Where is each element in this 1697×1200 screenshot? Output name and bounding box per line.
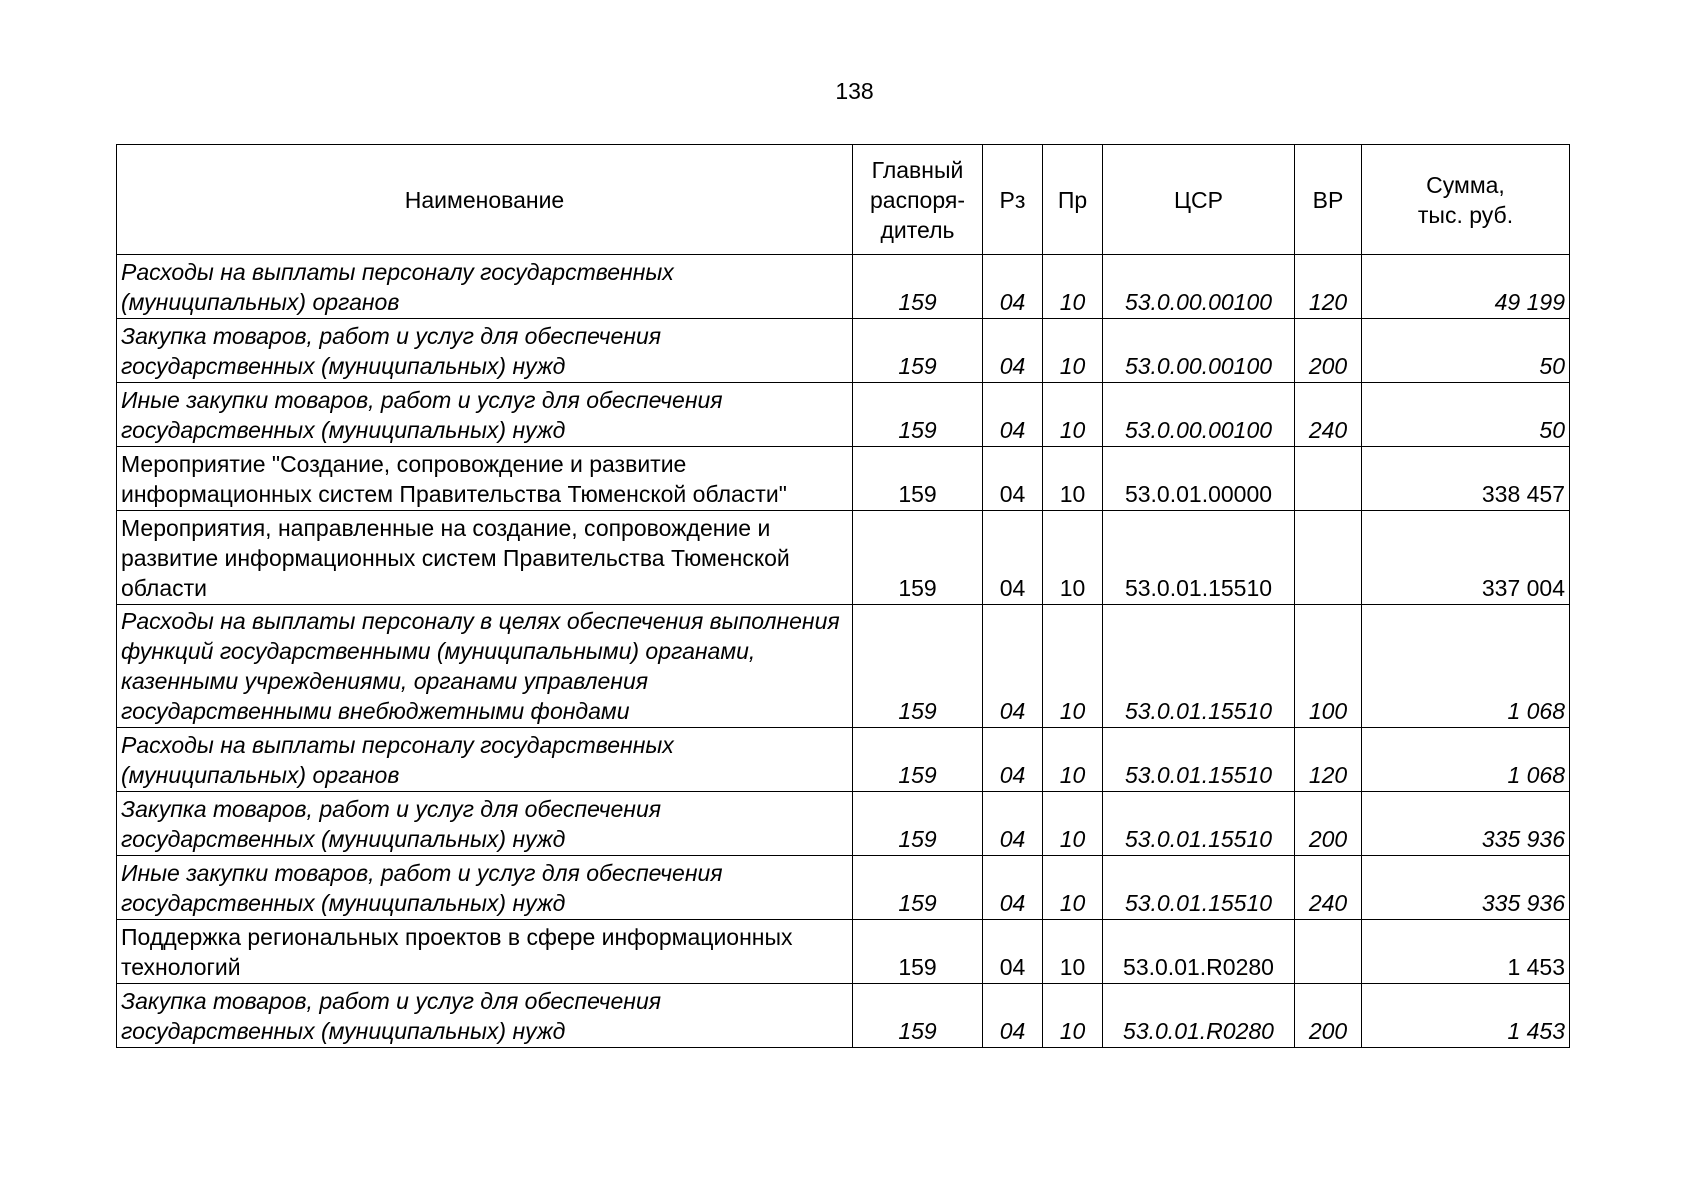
- cell-sum: 1 068: [1362, 728, 1570, 792]
- cell-vr: [1295, 511, 1362, 605]
- cell-sum: 50: [1362, 319, 1570, 383]
- cell-main-manager: 159: [853, 447, 983, 511]
- table-row: [117, 383, 1570, 447]
- table-row: [117, 511, 1570, 605]
- header-sum: [1362, 145, 1570, 255]
- cell-main-manager: 159: [853, 511, 983, 605]
- cell-pr: 10: [1043, 728, 1103, 792]
- cell-vr: 240: [1295, 856, 1362, 920]
- cell-rz: 04: [983, 447, 1043, 511]
- cell-name: Закупка товаров, работ и услуг для обеспечения государственных (муниципальных) нужд: [117, 792, 853, 856]
- cell-rz: 04: [983, 792, 1043, 856]
- cell-sum: 335 936: [1362, 856, 1570, 920]
- cell-main-manager: 159: [853, 319, 983, 383]
- cell-pr: 10: [1043, 984, 1103, 1048]
- table-row: [117, 319, 1570, 383]
- cell-main-manager: 159: [853, 255, 983, 319]
- cell-name: Мероприятия, направленные на создание, сопровождение и развитие информационных систем Правительства Тюменской области: [117, 511, 853, 605]
- cell-csr: 53.0.01.15510: [1103, 605, 1295, 728]
- cell-rz: 04: [983, 984, 1043, 1048]
- table-body: [117, 255, 1570, 1048]
- cell-pr: 10: [1043, 605, 1103, 728]
- cell-rz: 04: [983, 383, 1043, 447]
- header-rz: Рз: [983, 145, 1043, 255]
- cell-rz: 04: [983, 728, 1043, 792]
- cell-pr: 10: [1043, 383, 1103, 447]
- cell-sum: 1 068: [1362, 605, 1570, 728]
- table-row: [117, 605, 1570, 728]
- cell-name: Расходы на выплаты персоналу государственных (муниципальных) органов: [117, 728, 853, 792]
- cell-sum: 1 453: [1362, 984, 1570, 1048]
- cell-main-manager: 159: [853, 920, 983, 984]
- cell-vr: 200: [1295, 319, 1362, 383]
- header-main-manager-line: дитель: [880, 216, 955, 243]
- table-row: [117, 984, 1570, 1048]
- cell-rz: 04: [983, 511, 1043, 605]
- cell-vr: 200: [1295, 984, 1362, 1048]
- cell-csr: 53.0.01.15510: [1103, 856, 1295, 920]
- table-row: [117, 255, 1570, 319]
- header-main-manager: [853, 145, 983, 255]
- table-row: [117, 447, 1570, 511]
- cell-name: Закупка товаров, работ и услуг для обеспечения государственных (муниципальных) нужд: [117, 319, 853, 383]
- cell-csr: 53.0.00.00100: [1103, 255, 1295, 319]
- header-main-manager-line: Главный: [871, 156, 964, 183]
- table-row: [117, 728, 1570, 792]
- cell-sum: 49 199: [1362, 255, 1570, 319]
- cell-pr: 10: [1043, 856, 1103, 920]
- header-csr: ЦСР: [1103, 145, 1295, 255]
- cell-vr: 120: [1295, 255, 1362, 319]
- cell-name: Закупка товаров, работ и услуг для обеспечения государственных (муниципальных) нужд: [117, 984, 853, 1048]
- cell-sum: 335 936: [1362, 792, 1570, 856]
- cell-vr: [1295, 447, 1362, 511]
- cell-rz: 04: [983, 605, 1043, 728]
- cell-rz: 04: [983, 920, 1043, 984]
- cell-pr: 10: [1043, 511, 1103, 605]
- cell-pr: 10: [1043, 319, 1103, 383]
- cell-pr: 10: [1043, 920, 1103, 984]
- table-row: [117, 792, 1570, 856]
- cell-rz: 04: [983, 856, 1043, 920]
- cell-name: Расходы на выплаты персоналу в целях обеспечения выполнения функций государственными (муниципальными) органами, казенными учреждениями, органами управления государственными внебюджетными фондами: [117, 605, 853, 728]
- header-name: Наименование: [117, 145, 853, 255]
- cell-name: Мероприятие "Создание, сопровождение и развитие информационных систем Правительства Тюменской области": [117, 447, 853, 511]
- cell-csr: 53.0.01.15510: [1103, 728, 1295, 792]
- table-row: [117, 856, 1570, 920]
- header-sum-line: тыс. руб.: [1417, 201, 1514, 228]
- cell-pr: 10: [1043, 447, 1103, 511]
- header-main-manager-line: распоря-: [870, 186, 965, 213]
- cell-rz: 04: [983, 319, 1043, 383]
- cell-vr: 120: [1295, 728, 1362, 792]
- cell-vr: 200: [1295, 792, 1362, 856]
- cell-csr: 53.0.01.R0280: [1103, 984, 1295, 1048]
- cell-csr: 53.0.00.00100: [1103, 319, 1295, 383]
- cell-rz: 04: [983, 255, 1043, 319]
- table-row: [117, 920, 1570, 984]
- cell-sum: 338 457: [1362, 447, 1570, 511]
- cell-sum: 337 004: [1362, 511, 1570, 605]
- cell-main-manager: 159: [853, 984, 983, 1048]
- cell-name: Расходы на выплаты персоналу государственных (муниципальных) органов: [117, 255, 853, 319]
- cell-vr: 240: [1295, 383, 1362, 447]
- cell-sum: 1 453: [1362, 920, 1570, 984]
- cell-csr: 53.0.01.R0280: [1103, 920, 1295, 984]
- header-vr: ВР: [1295, 145, 1362, 255]
- cell-name: Иные закупки товаров, работ и услуг для обеспечения государственных (муниципальных) нужд: [117, 856, 853, 920]
- cell-pr: 10: [1043, 255, 1103, 319]
- page-number: 138: [835, 78, 874, 104]
- cell-vr: [1295, 920, 1362, 984]
- header-pr: Пр: [1043, 145, 1103, 255]
- cell-main-manager: 159: [853, 728, 983, 792]
- table-header-row: [117, 145, 1570, 255]
- cell-csr: 53.0.01.00000: [1103, 447, 1295, 511]
- cell-name: Поддержка региональных проектов в сфере информационных технологий: [117, 920, 853, 984]
- cell-sum: 50: [1362, 383, 1570, 447]
- cell-csr: 53.0.01.15510: [1103, 511, 1295, 605]
- header-sum-line: Сумма,: [1426, 171, 1505, 198]
- cell-pr: 10: [1043, 792, 1103, 856]
- cell-main-manager: 159: [853, 856, 983, 920]
- cell-main-manager: 159: [853, 792, 983, 856]
- cell-csr: 53.0.00.00100: [1103, 383, 1295, 447]
- cell-main-manager: 159: [853, 605, 983, 728]
- cell-vr: 100: [1295, 605, 1362, 728]
- cell-main-manager: 159: [853, 383, 983, 447]
- cell-name: Иные закупки товаров, работ и услуг для обеспечения государственных (муниципальных) нужд: [117, 383, 853, 447]
- cell-csr: 53.0.01.15510: [1103, 792, 1295, 856]
- budget-table: [116, 144, 1570, 1048]
